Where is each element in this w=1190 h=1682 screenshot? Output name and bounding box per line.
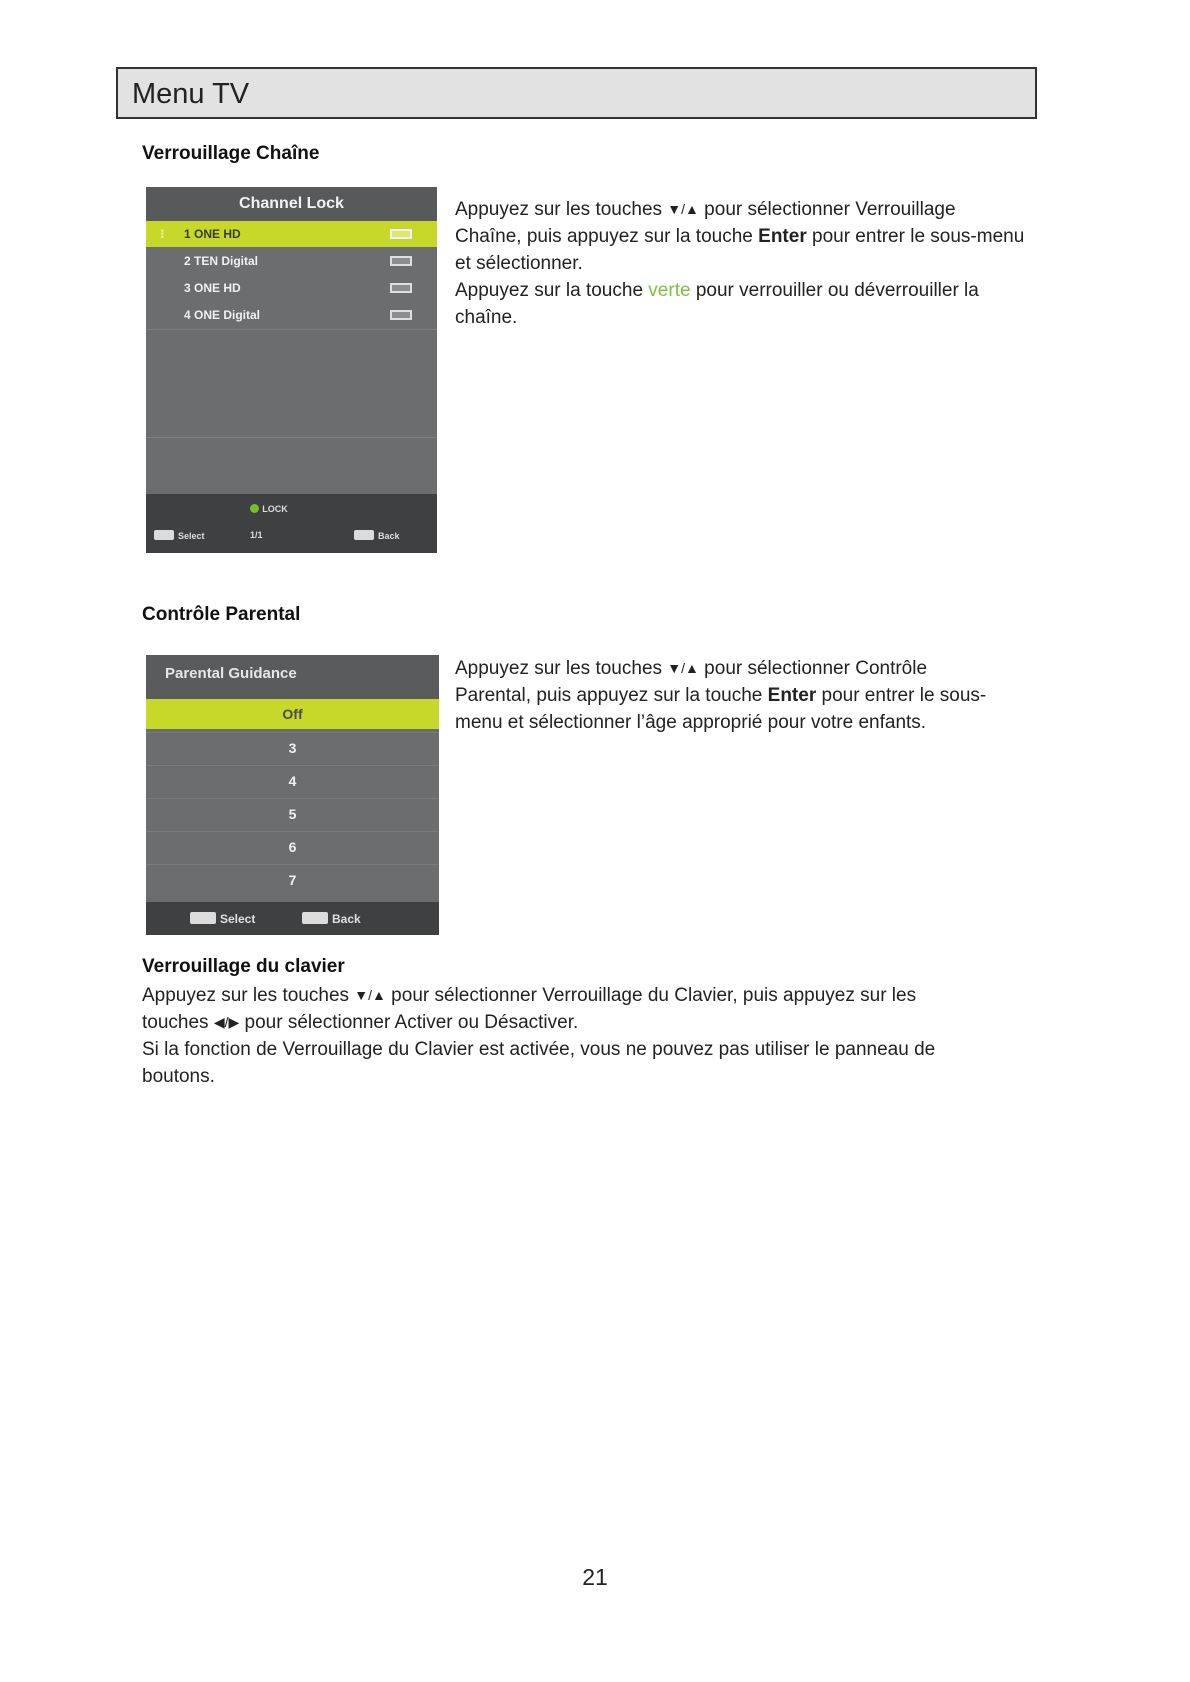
menu-key-icon <box>354 530 374 540</box>
channel-name: 4 ONE Digital <box>184 308 261 322</box>
lock-hint: LOCK <box>219 504 319 514</box>
channel-lock-instructions: Appuyez sur les touches ▼/▲ pour sélectionner Verrouillage Chaîne, puis appuyez sur la touche Enter pour entrer le sous-menu et sélectionner. Appuyez sur la touche verte pour verrouiller ou déverrouiller la chaîne. <box>455 199 1025 328</box>
channel-row <box>146 302 437 328</box>
enter-key-icon <box>190 912 216 924</box>
section-heading-keypad-lock: Verrouillage du clavier <box>142 956 345 977</box>
age-option: Off <box>146 699 439 729</box>
parental-footer <box>146 902 439 935</box>
left-right-arrows-icon: ◀/▶ <box>213 1014 240 1030</box>
channel-name: 3 ONE HD <box>184 281 241 295</box>
lock-status-icon <box>390 229 412 239</box>
channel-name: 2 TEN Digital <box>184 254 259 268</box>
page-header-title: Menu TV <box>132 78 250 110</box>
select-hint: Select <box>154 530 205 541</box>
age-option: 7 <box>146 864 439 894</box>
lock-status-icon <box>390 310 412 320</box>
back-hint: Back <box>302 912 361 926</box>
green-dot-icon <box>250 504 259 513</box>
parental-guidance-screenshot <box>146 655 439 935</box>
down-up-arrows-icon: ▼/▲ <box>354 987 386 1003</box>
down-up-arrows-icon: ▼/▲ <box>667 201 699 217</box>
channel-row <box>146 275 437 301</box>
page-header <box>116 67 1037 119</box>
channel-row <box>146 221 437 247</box>
menu-key-icon <box>302 912 328 924</box>
channel-lock-screenshot <box>146 187 437 553</box>
parental-guidance-title: Parental Guidance <box>146 655 439 699</box>
age-option: 4 <box>146 765 439 795</box>
age-option: 5 <box>146 798 439 828</box>
down-up-arrows-icon: ▼/▲ <box>667 660 699 676</box>
select-hint: Select <box>190 912 255 926</box>
lock-status-icon <box>390 256 412 266</box>
lock-status-icon <box>390 283 412 293</box>
updown-marker-icon: ⁝ <box>160 227 165 241</box>
row-divider <box>146 329 437 330</box>
key-icon <box>154 530 174 540</box>
channel-row <box>146 248 437 274</box>
section-heading-channel-lock: Verrouillage Chaîne <box>142 143 320 164</box>
parental-instructions: Appuyez sur les touches ▼/▲ pour sélectionner Contrôle Parental, puis appuyez sur la touche Enter pour entrer le sous- menu et sélectionner l’âge approprié pour votre enfants. <box>455 658 987 733</box>
keypad-lock-instructions: Appuyez sur les touches ▼/▲ pour sélectionner Verrouillage du Clavier, puis appuyez sur les touches ◀/▶ pour sélectionner Activer ou Désactiver. Si la fonction de Verrouillage du Clavier est activée, vous ne pouvez pas utiliser le panneau de boutons. <box>142 985 936 1087</box>
age-option: 3 <box>146 732 439 762</box>
channel-lock-title: Channel Lock <box>146 187 437 221</box>
section-heading-parental: Contrôle Parental <box>142 604 301 625</box>
row-divider <box>146 437 437 438</box>
green-key-word: verte <box>648 280 691 301</box>
channel-name: 1 ONE HD <box>184 227 241 241</box>
page-indicator: 1/1 <box>250 530 263 540</box>
channel-lock-footer <box>146 494 437 553</box>
age-option: 6 <box>146 831 439 861</box>
page-number: 21 <box>582 1564 608 1590</box>
back-hint: Back <box>354 530 400 541</box>
